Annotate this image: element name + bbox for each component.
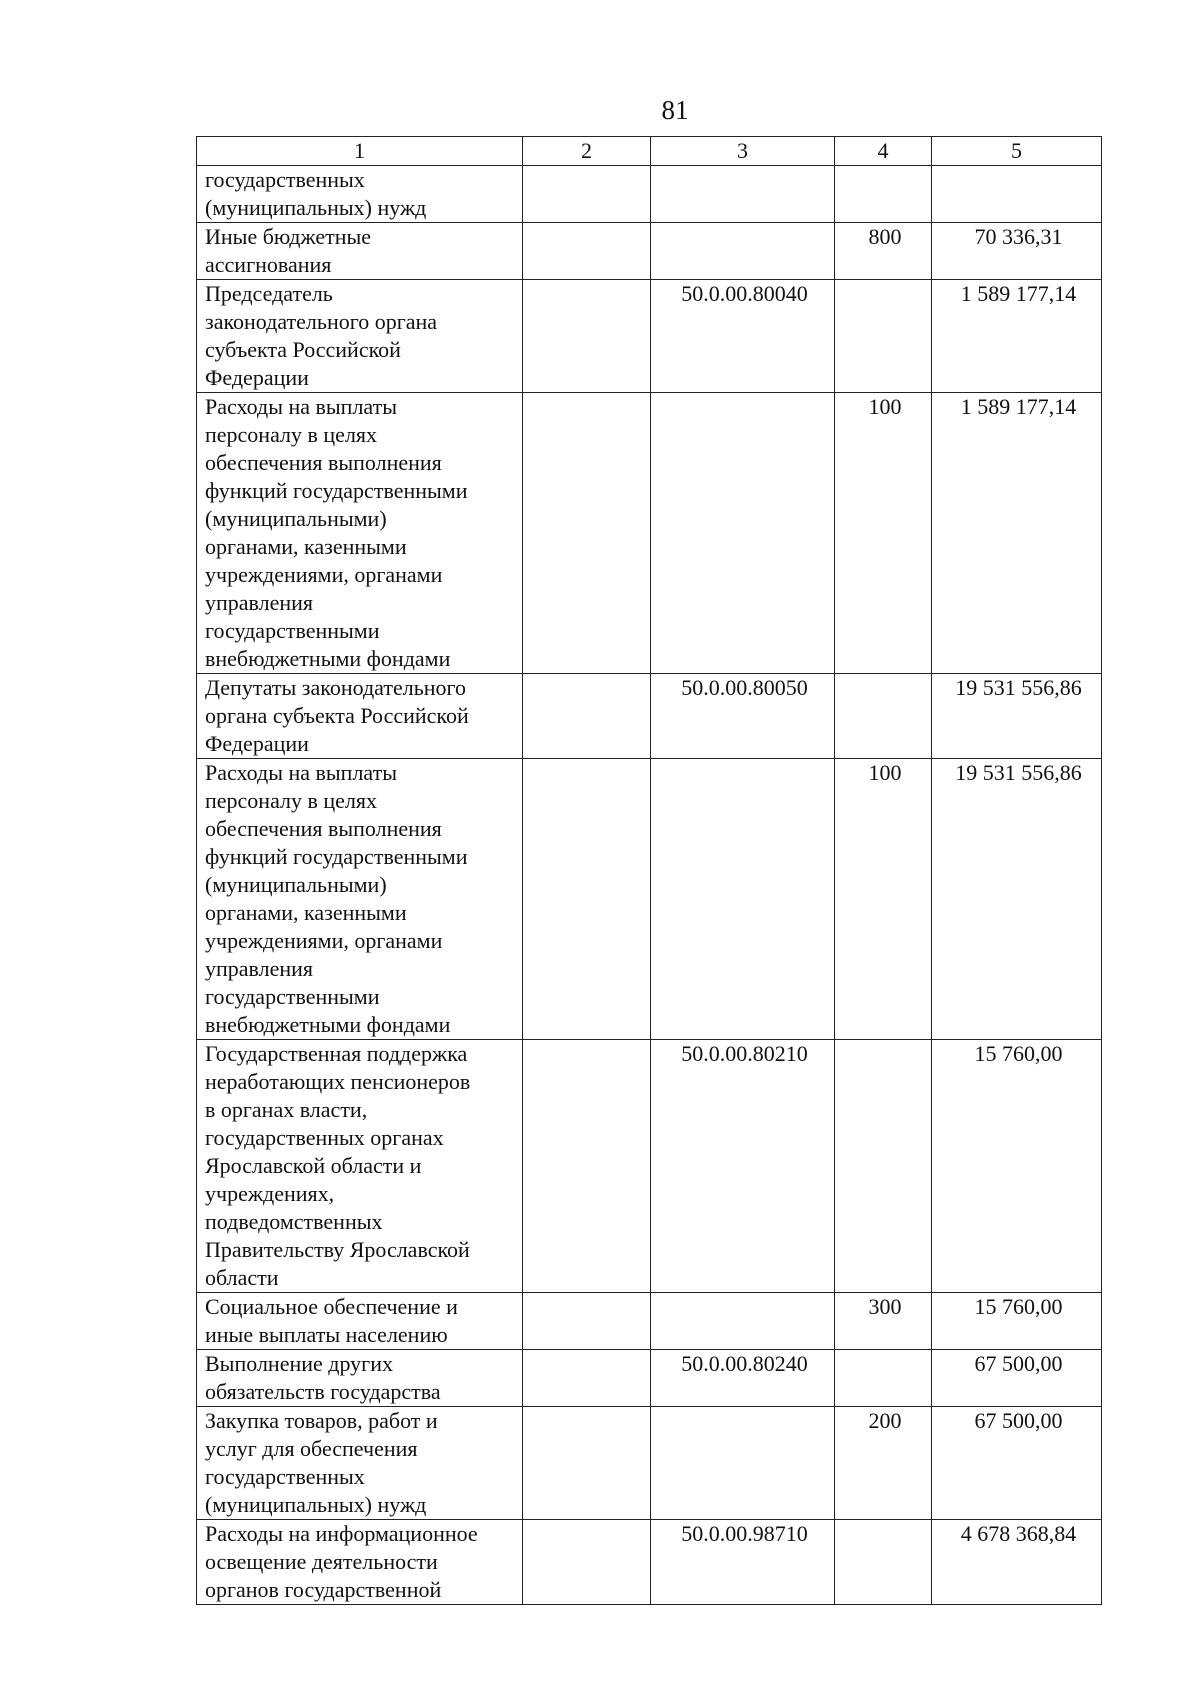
cell-name-line: управления — [205, 590, 314, 615]
table-row — [197, 1040, 1102, 1293]
cell-expense-type — [835, 1040, 932, 1293]
cell-name-line: Расходы на выплаты — [205, 394, 398, 419]
cell-expense-type: 300 — [835, 1293, 932, 1350]
cell-name-line: Председатель — [205, 281, 333, 306]
cell-name-line: (муниципальными) — [205, 872, 387, 897]
cell-column-2 — [523, 223, 651, 280]
cell-expense-type: 800 — [835, 223, 932, 280]
cell-name-line: государственных органах — [205, 1125, 444, 1150]
cell-name-line: законодательного органа — [205, 309, 438, 334]
cell-amount: 1 589 177,14 — [932, 280, 1102, 393]
cell-name — [197, 1520, 523, 1605]
cell-name-line: ассигнования — [205, 252, 332, 277]
cell-target-code — [651, 1407, 835, 1520]
cell-name-line: услуг для обеспечения — [205, 1436, 418, 1461]
cell-name-line: неработающих пенсионеров — [205, 1069, 471, 1094]
cell-name-line: государственных — [205, 167, 365, 192]
cell-name-line: Иные бюджетные — [205, 224, 372, 249]
cell-expense-type: 100 — [835, 393, 932, 674]
cell-name-line: внебюджетными фондами — [205, 1012, 451, 1037]
column-header: 2 — [523, 137, 651, 166]
cell-name — [197, 1407, 523, 1520]
column-header: 5 — [932, 137, 1102, 166]
cell-name-line: подведомственных — [205, 1209, 383, 1234]
cell-name-line: Расходы на информационное — [205, 1521, 478, 1546]
cell-name-line: органа субъекта Российской — [205, 703, 469, 728]
cell-target-code: 50.0.00.80240 — [651, 1350, 835, 1407]
table-row — [197, 1520, 1102, 1605]
cell-name-line: государственными — [205, 618, 380, 643]
cell-name — [197, 223, 523, 280]
cell-name-line: органами, казенными — [205, 534, 407, 559]
cell-name — [197, 166, 523, 223]
cell-column-2 — [523, 1040, 651, 1293]
cell-amount: 19 531 556,86 — [932, 674, 1102, 759]
cell-column-2 — [523, 674, 651, 759]
cell-target-code — [651, 1293, 835, 1350]
table-row — [197, 223, 1102, 280]
cell-name-line: Социальное обеспечение и — [205, 1294, 458, 1319]
cell-name-line: Государственная поддержка — [205, 1041, 468, 1066]
cell-expense-type — [835, 1350, 932, 1407]
cell-name-line: учреждениями, органами — [205, 562, 443, 587]
cell-name-line: учреждениях, — [205, 1181, 335, 1206]
table-row — [197, 1293, 1102, 1350]
cell-name-line: обеспечения выполнения — [205, 816, 442, 841]
cell-expense-type — [835, 280, 932, 393]
cell-name-line: управления — [205, 956, 314, 981]
cell-name — [197, 1040, 523, 1293]
cell-name-line: внебюджетными фондами — [205, 646, 451, 671]
cell-name-line: обязательств государства — [205, 1379, 441, 1404]
cell-amount: 67 500,00 — [932, 1407, 1102, 1520]
table-body — [197, 166, 1102, 1605]
cell-amount: 1 589 177,14 — [932, 393, 1102, 674]
cell-column-2 — [523, 280, 651, 393]
cell-column-2 — [523, 393, 651, 674]
cell-amount: 4 678 368,84 — [932, 1520, 1102, 1605]
cell-name-line: Расходы на выплаты — [205, 760, 398, 785]
column-header: 1 — [197, 137, 523, 166]
cell-name-line: персоналу в целях — [205, 788, 378, 813]
cell-name — [197, 759, 523, 1040]
cell-name-line: органов государственной — [205, 1577, 442, 1602]
cell-name-line: Федерации — [205, 731, 309, 756]
cell-name-line: Закупка товаров, работ и — [205, 1408, 438, 1433]
cell-name-line: функций государственными — [205, 478, 468, 503]
cell-column-2 — [523, 166, 651, 223]
cell-name-line: субъекта Российской — [205, 337, 401, 362]
cell-amount: 67 500,00 — [932, 1350, 1102, 1407]
table-row — [197, 393, 1102, 674]
cell-name-line: Федерации — [205, 365, 309, 390]
table-row — [197, 674, 1102, 759]
budget-table — [196, 136, 1102, 1605]
cell-name-line: Правительству Ярославской — [205, 1237, 470, 1262]
table-row — [197, 759, 1102, 1040]
cell-amount — [932, 166, 1102, 223]
cell-name-line: государственных — [205, 1464, 365, 1489]
cell-target-code: 50.0.00.80210 — [651, 1040, 835, 1293]
cell-name-line: обеспечения выполнения — [205, 450, 442, 475]
table-row — [197, 280, 1102, 393]
cell-name-line: области — [205, 1265, 279, 1290]
cell-name-line: Ярославской области и — [205, 1153, 422, 1178]
table-row — [197, 1350, 1102, 1407]
cell-amount: 70 336,31 — [932, 223, 1102, 280]
cell-column-2 — [523, 759, 651, 1040]
cell-name-line: (муниципальных) нужд — [205, 1492, 427, 1517]
cell-name — [197, 280, 523, 393]
cell-amount: 15 760,00 — [932, 1293, 1102, 1350]
cell-expense-type: 200 — [835, 1407, 932, 1520]
cell-amount: 15 760,00 — [932, 1040, 1102, 1293]
cell-target-code: 50.0.00.98710 — [651, 1520, 835, 1605]
cell-column-2 — [523, 1293, 651, 1350]
cell-column-2 — [523, 1407, 651, 1520]
cell-expense-type — [835, 1520, 932, 1605]
cell-name — [197, 1350, 523, 1407]
cell-target-code: 50.0.00.80040 — [651, 280, 835, 393]
cell-name-line: освещение деятельности — [205, 1549, 438, 1574]
column-header: 4 — [835, 137, 932, 166]
cell-name-line: государственными — [205, 984, 380, 1009]
cell-expense-type: 100 — [835, 759, 932, 1040]
table-header-row — [197, 137, 1102, 166]
cell-name-line: органами, казенными — [205, 900, 407, 925]
cell-name-line: иные выплаты населению — [205, 1322, 448, 1347]
cell-expense-type — [835, 674, 932, 759]
cell-name — [197, 674, 523, 759]
cell-expense-type — [835, 166, 932, 223]
cell-name-line: Депутаты законодательного — [205, 675, 466, 700]
cell-name-line: (муниципальными) — [205, 506, 387, 531]
cell-column-2 — [523, 1350, 651, 1407]
cell-target-code: 50.0.00.80050 — [651, 674, 835, 759]
cell-target-code — [651, 223, 835, 280]
cell-name-line: персоналу в целях — [205, 422, 378, 447]
cell-name-line: Выполнение других — [205, 1351, 393, 1376]
cell-name — [197, 393, 523, 674]
table-row — [197, 1407, 1102, 1520]
cell-amount: 19 531 556,86 — [932, 759, 1102, 1040]
cell-name-line: учреждениями, органами — [205, 928, 443, 953]
column-header: 3 — [651, 137, 835, 166]
cell-name — [197, 1293, 523, 1350]
cell-target-code — [651, 759, 835, 1040]
cell-target-code — [651, 166, 835, 223]
cell-target-code — [651, 393, 835, 674]
table-row — [197, 166, 1102, 223]
cell-name-line: (муниципальных) нужд — [205, 195, 427, 220]
page-number: 81 — [661, 95, 689, 125]
cell-column-2 — [523, 1520, 651, 1605]
cell-name-line: в органах власти, — [205, 1097, 368, 1122]
cell-name-line: функций государственными — [205, 844, 468, 869]
